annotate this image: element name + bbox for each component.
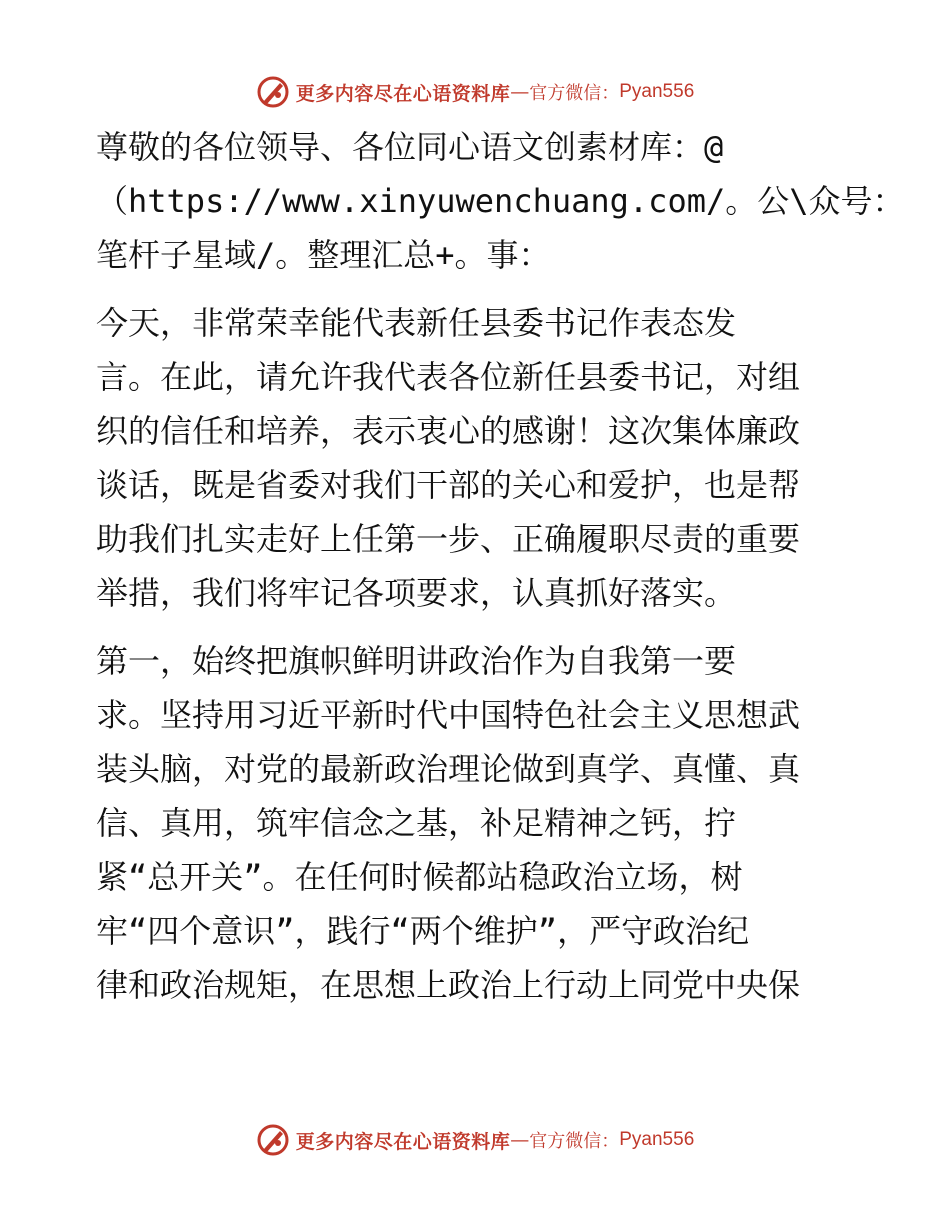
text-line: 举措，我们将牢记各项要求，认真抓好落实。 <box>96 574 737 612</box>
text-line: 笔杆子星域/。整理汇总+。事： <box>96 236 551 274</box>
watermark-dash: — <box>510 1129 530 1151</box>
text-line: 今天，非常荣幸能代表新任县委书记作表态发 <box>96 304 737 342</box>
text-line: 第一，始终把旗帜鲜明讲政治作为自我第一要 <box>96 642 737 680</box>
text-line: 装头脑，对党的最新政治理论做到真学、真懂、真 <box>96 750 801 788</box>
footer-watermark <box>0 1120 950 1160</box>
watermark-text: 更多内容尽在心语资料库 <box>295 82 511 105</box>
text-line: 求。坚持用习近平新时代中国特色社会主义思想武 <box>96 696 801 734</box>
pen-logo-icon <box>256 1123 290 1157</box>
text-line: 牢“四个意识”，践行“两个维护”，严守政治纪 <box>96 912 750 950</box>
watermark-label: 官方微信： <box>529 1131 620 1152</box>
watermark-dash: — <box>510 81 530 103</box>
text-line: 紧“总开关”。在任何时候都站稳政治立场，树 <box>96 858 743 896</box>
watermark-id: Pyan556 <box>619 1129 695 1150</box>
text-line: 尊敬的各位领导、各位同心语文创素材库：@ <box>96 128 724 166</box>
text-line: 信、真用，筑牢信念之基，补足精神之钙，拧 <box>96 804 737 842</box>
text-line: 律和政治规矩，在思想上政治上行动上同党中央保 <box>96 966 801 1004</box>
watermark-text: 更多内容尽在心语资料库 <box>295 1130 511 1153</box>
paragraph-greeting <box>96 120 905 282</box>
header-watermark <box>0 72 950 112</box>
watermark-label: 官方微信： <box>529 83 620 104</box>
pen-logo-icon <box>256 75 290 109</box>
paragraph-first-point <box>96 634 856 1012</box>
text-line: 谈话，既是省委对我们干部的关心和爱护，也是帮 <box>96 466 801 504</box>
text-line: （https://www.xinyuwenchuang.com/。公\众号： <box>96 182 905 220</box>
text-line: 助我们扎实走好上任第一步、正确履职尽责的重要 <box>96 520 801 558</box>
paragraph-intro <box>96 296 856 620</box>
text-line: 织的信任和培养，表示衷心的感谢！这次集体廉政 <box>96 412 801 450</box>
text-line: 言。在此，请允许我代表各位新任县委书记，对组 <box>96 358 801 396</box>
document-body <box>96 120 905 1012</box>
watermark-id: Pyan556 <box>619 81 695 102</box>
